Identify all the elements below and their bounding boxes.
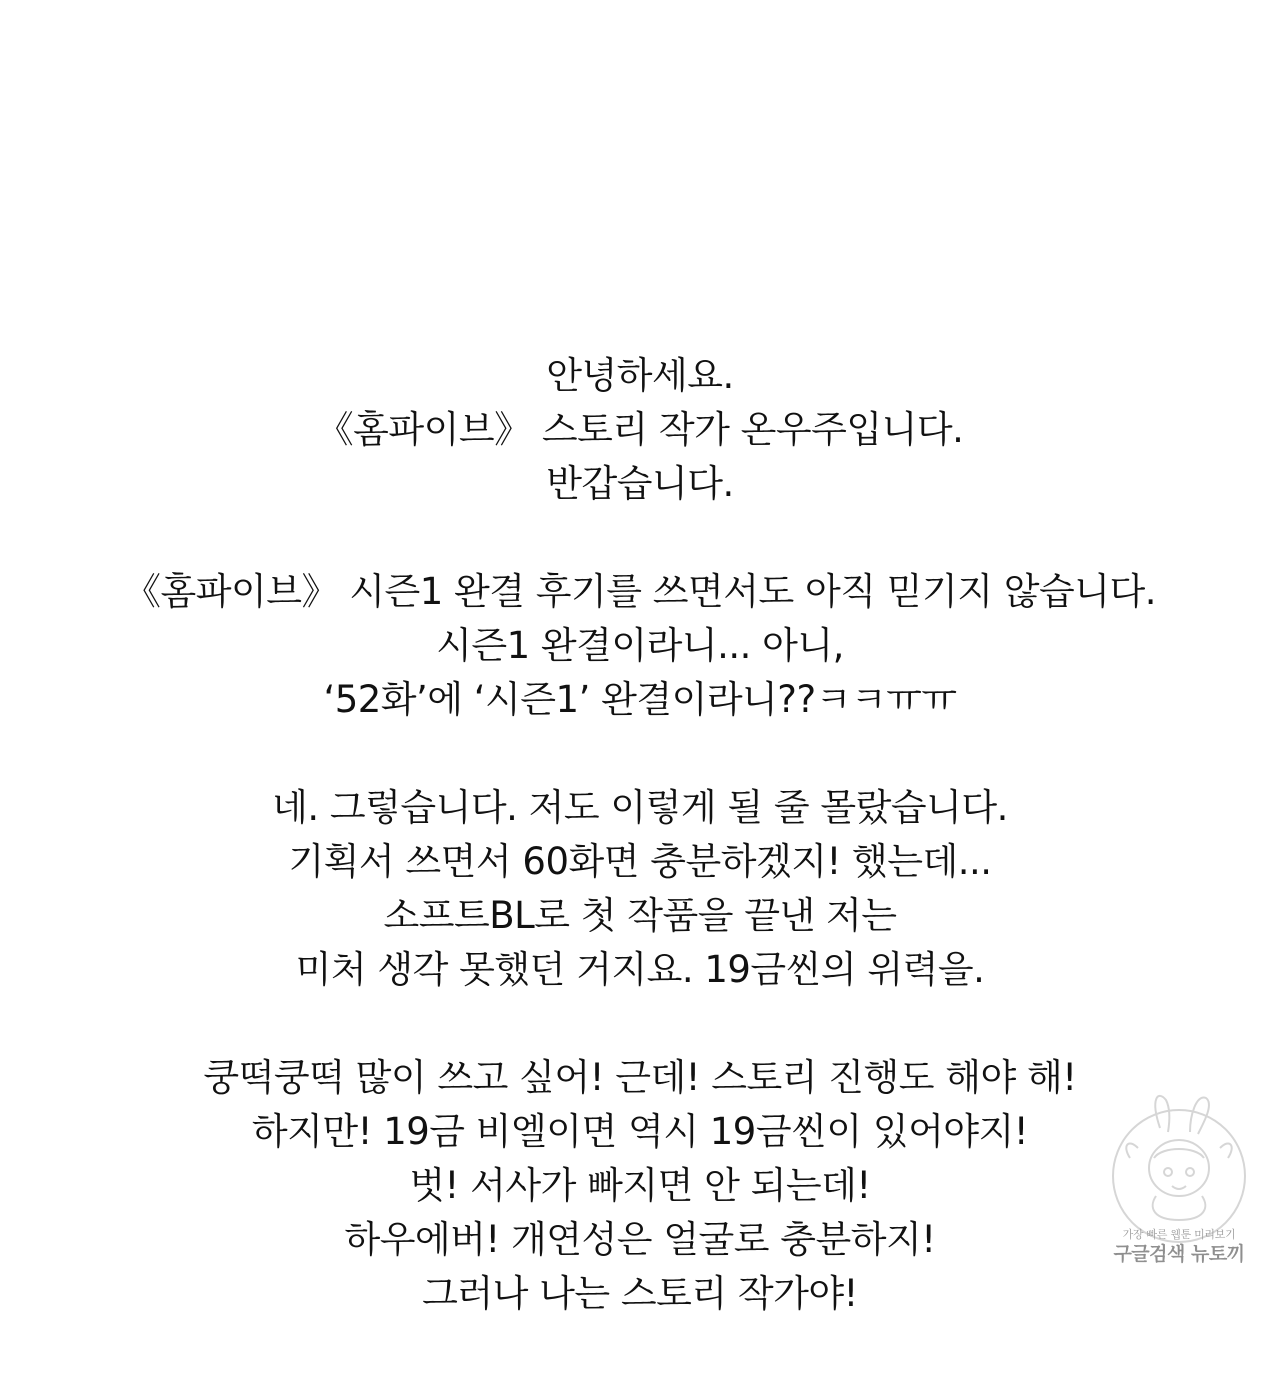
text-line: ‘52화’에 ‘시즌1’ 완결이라니??ㅋㅋㅠㅠ <box>323 678 957 721</box>
watermark-subtitle: 가장 빠른 웹툰 미리보기 <box>1122 1228 1236 1241</box>
text-line: 기획서 쓰면서 60화면 충분하겠지! 했는데... <box>288 840 992 883</box>
text-line: 《홈파이브》 스토리 작가 온우주입니다. <box>316 408 964 451</box>
paragraph-dilemma <box>0 1051 1280 1321</box>
text-line: 소프트BL로 첫 작품을 끝낸 저는 <box>383 894 897 937</box>
text-line: 미처 생각 못했던 거지요. 19금씬의 위력을. <box>295 948 985 991</box>
text-line: 반갑습니다. <box>546 462 734 505</box>
text-line: 시즌1 완결이라니... 아니, <box>436 624 844 667</box>
text-line: 그러나 나는 스토리 작가야! <box>422 1272 858 1315</box>
paragraph-planning <box>0 781 1280 997</box>
text-line: 네. 그렇습니다. 저도 이렇게 될 줄 몰랐습니다. <box>272 786 1008 829</box>
paragraph-season-end <box>0 565 1280 727</box>
text-line: 《홈파이브》 시즌1 완결 후기를 쓰면서도 아직 믿기지 않습니다. <box>124 570 1156 613</box>
afterword-text <box>0 349 1280 1375</box>
text-line: 하지만! 19금 비엘이면 역시 19금씬이 있어야지! <box>251 1110 1029 1153</box>
text-line: 쿵떡쿵떡 많이 쓰고 싶어! 근데! 스토리 진행도 해야 해! <box>203 1056 1077 1099</box>
text-line: 벗! 서사가 빠지면 안 되는데! <box>409 1164 871 1207</box>
text-line: 하우에버! 개연성은 얼굴로 충분하지! <box>344 1218 936 1261</box>
watermark-title: 구글검색 뉴토끼 <box>1113 1243 1245 1265</box>
text-line: 안녕하세요. <box>546 354 734 397</box>
paragraph-greeting <box>0 349 1280 511</box>
